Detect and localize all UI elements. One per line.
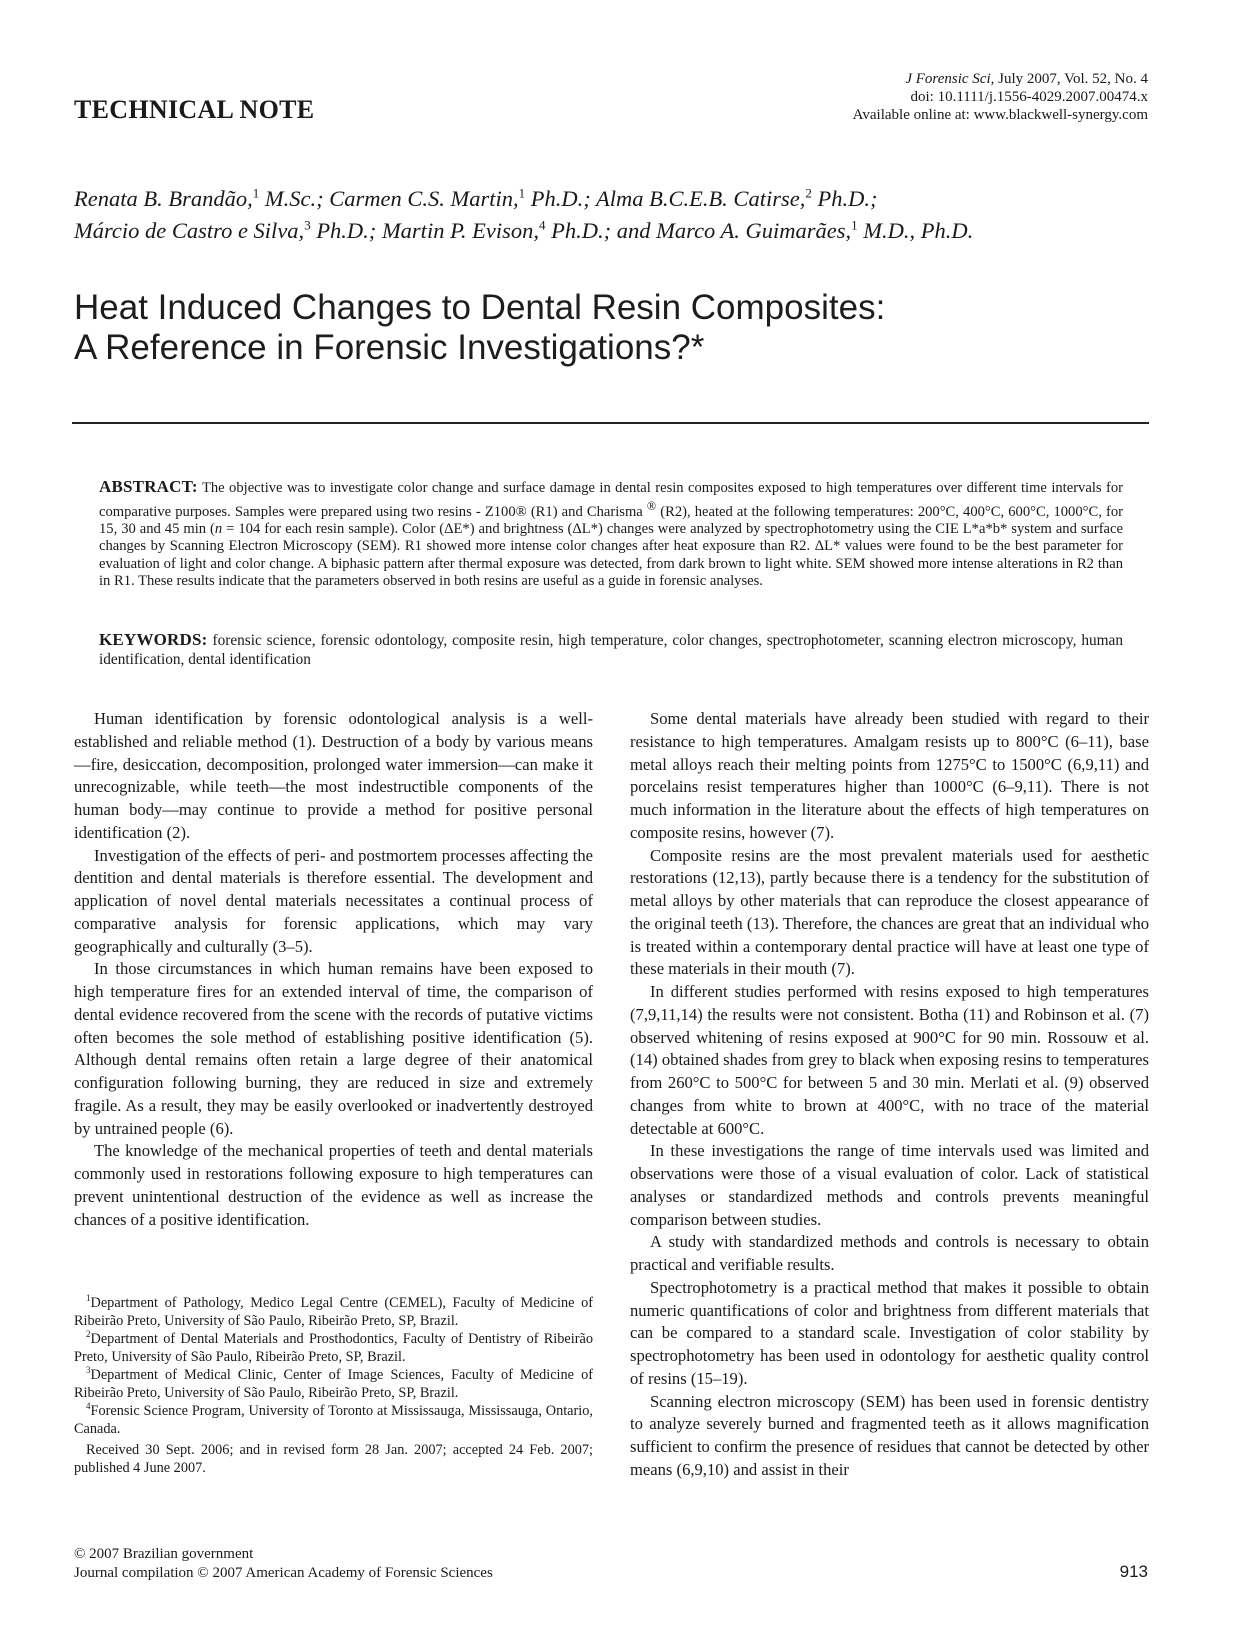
abstract-text: The objective was to investigate color change and surface damage in dental resin composites exposed to high temperatures over different time intervals for comparative purposes. Samples were prepared using two resins - Z100® (R1) and Charisma [99,480,1123,520]
page-number: 913 [1119,1562,1148,1581]
author-degree: Ph.D.; [525,186,591,211]
paragraph: Human identification by forensic odontological analysis is a well-established and reliable method (1). Destruction of a body by various means—fire, desiccation, decomposition, prolonged water immersion—can make it unrecognizable, while teeth—the most indestructible components of the human body—may continue to provide a method for positive personal identification (2). [74,709,593,842]
footnote [74,1402,593,1438]
author-affiliation-mark: 1 [518,185,526,201]
footnotes [74,1294,593,1477]
paragraph: In those circumstances in which human remains have been exposed to high temperature fires for an extended interval of time, the comparison of dental evidence recovered from the scene with the records of putative victims often becomes the sole method of establishing positive identification (5). Although dental remains often retain a large degree of their anatomical configuration following burning, they are reduced in size and extremely fragile. As a result, they may be easily overlooked or inadvertently destroyed by untrained people (6). [74,959,593,1138]
journal-issue: July 2007, Vol. 52, No. 4 [998,71,1148,87]
author-name: and Marco A. Guimarães, [616,218,852,243]
author-affiliation-mark: 4 [539,217,546,233]
author-degree: Ph.D.; [310,218,377,243]
footnote-mark: 4 [86,1401,91,1412]
author-name: Carmen C.S. Martin, [329,186,519,211]
abstract-text: = 104 for each resin sample). Color (ΔE*) and brightness (ΔL*) changes were analyzed by spectrophotometry using the CIE L*a*b* system and surface changes by Scanning Electron Microscopy (SEM). R1 showed more intense color changes after heat exposure than R2. ΔL* values were found to be the best parameter for evaluation of light and color change. A biphasic pattern after thermal exposure was detected, from dark brown to light white. SEM showed more intense alterations in R2 than in R1. These results indicate that the parameters observed in both resins are useful as a guide in forensic analyses. [99,520,1123,590]
title-line-1: Heat Induced Changes to Dental Resin Composites: [74,288,886,327]
footnote [74,1366,593,1402]
paragraph: The knowledge of the mechanical properties of teeth and dental materials commonly used in restorations following exposure to high temperatures can prevent unintentional destruction of the evidence as well as increase the chances of a positive identification. [74,1141,593,1229]
author-affiliation-mark: 1 [851,217,858,233]
author-list [74,183,1174,247]
abstract-text: (R2), heated at the following temperatures: 200°C, 400°C, 600°C, 1000°C, for 15, 30 and 45 min ( [99,503,1123,537]
author-degree: M.Sc.; [259,186,324,211]
title-line-2: A Reference in Forensic Investigations?* [74,328,705,367]
footnote [74,1330,593,1366]
paragraph: In these investigations the range of time intervals used was limited and observations were those of a visual evaluation of color. Lack of statistical analyses or standardized methods and controls prevents meaningful comparison between studies. [630,1141,1149,1229]
paragraph: A study with standardized methods and controls is necessary to obtain practical and verifiable results. [630,1232,1149,1274]
body-column-left [74,708,593,1231]
footnote-text: Department of Pathology, Medico Legal Centre (CEMEL), Faculty of Medicine of Ribeirão Preto, University of São Paulo, Ribeirão Preto, SP, Brazil. [74,1295,593,1329]
citation-line [853,70,1148,88]
registered-mark: ® [646,498,657,513]
paragraph: In different studies performed with resins exposed to high temperatures (7,9,11,14) the results were not consistent. Botha (11) and Robinson et al. (7) observed whitening of resins exposed at 900°C for 90 min. Rossouw et al. (14) obtained shades from grey to black when exposing resins to temperatures from 260°C to 500°C for between 5 and 30 min. Merlati et al. (9) observed changes from white to brown at 400°C, with no trace of the material detectable at 600°C. [630,982,1149,1138]
title-divider [72,422,1149,424]
received-dates: Received 30 Sept. 2006; and in revised form 28 Jan. 2007; accepted 24 Feb. 2007; published 4 June 2007. [74,1442,593,1476]
copyright-line: © 2007 Brazilian government [74,1546,254,1562]
author-name: Alma B.C.E.B. Catirse, [595,186,806,211]
footnote-mark: 3 [86,1365,91,1376]
author-name: Márcio de Castro e Silva, [74,218,305,243]
section-label: TECHNICAL NOTE [74,95,315,124]
author-affiliation-mark: 3 [304,217,311,233]
abstract-label: ABSTRACT: [99,477,198,496]
author-affiliation-mark: 2 [805,185,812,201]
footnote-text: Forensic Science Program, University of Toronto at Mississauga, Mississauga, Ontario, Canada. [74,1403,593,1437]
paragraph: Composite resins are the most prevalent materials used for aesthetic restorations (12,13), partly because there is a tendency for the substitution of metal alloys by other materials that can reproduce the closest appearance of the original teeth (13). Therefore, the chances are great that an individual who is treated within a contemporary dental practice will have at least one type of these materials in their mouth (7). [630,845,1149,979]
footnote [74,1294,593,1330]
paragraph: Some dental materials have already been studied with regard to their resistance to high temperatures. Amalgam resists up to 800°C (6–11), base metal alloys reach their melting points from 1275°C to 1500°C (6,9,11) and porcelains resist temperatures higher than 1000°C (6–9,11). There is not much information in the literature about the effects of high temperatures on composite resins, however (7). [630,709,1149,842]
paragraph: Scanning electron microscopy (SEM) has been used in forensic dentistry to analyze severely burned and fragmented teeth as it allows magnification sufficient to confirm the presence of residues that cannot be detected by other means (6,9,10) and assist in their [630,1391,1149,1479]
footnote-text: Department of Dental Materials and Prosthodontics, Faculty of Dentistry of Ribeirão Preto, University of São Paulo, Ribeirão Preto, SP, Brazil. [74,1331,593,1365]
journal-name: J Forensic Sci, [905,71,995,87]
abstract [99,478,1123,591]
citation-block [853,70,1148,124]
footnote-mark: 2 [86,1329,91,1340]
copyright-line: Journal compilation © 2007 American Academy of Forensic Sciences [74,1565,493,1581]
copyright [74,1545,493,1583]
author-degree: M.D., Ph.D. [857,218,974,243]
author-affiliation-mark: 1 [252,185,260,201]
footnote-mark: 1 [86,1293,91,1304]
body-column-right [630,708,1149,1482]
footnote-text: Department of Medical Clinic, Center of Image Sciences, Faculty of Medicine of Ribeirão Preto, University of São Paulo, Ribeirão Preto, SP, Brazil. [74,1367,593,1401]
available-online: Available online at: www.blackwell-synergy.com [852,107,1148,123]
keywords-label: KEYWORDS: [99,630,208,649]
keywords [99,631,1123,669]
author-line-2 [74,215,1174,247]
author-name: Renata B. Brandão, [74,186,253,211]
paragraph: Spectrophotometry is a practical method that makes it possible to obtain numeric quantifications of color and brightness from different materials that can be compared to a standard scale. Investigation of color stability by spectrophotometry has been used in odontology for aesthetic quality control of resins (15–19). [630,1277,1149,1388]
paragraph: Investigation of the effects of peri- and postmortem processes affecting the dentition and dental materials is therefore essential. The development and application of novel dental materials necessitates a continual process of comparative analysis for forensic applications, which may vary geographically and culturally (3–5). [74,845,593,956]
author-name: Martin P. Evison, [381,218,540,243]
author-degree: Ph.D.; [811,186,878,211]
author-degree: Ph.D.; [545,218,612,243]
n-symbol: n [214,520,223,537]
author-line-1 [74,183,1174,215]
keywords-text: forensic science, forensic odontology, composite resin, high temperature, color changes, spectrophotometer, scanning electron microscopy, human identification, dental identification [99,632,1123,668]
doi: doi: 10.1111/j.1556-4029.2007.00474.x [910,89,1148,105]
article-title [74,288,885,368]
